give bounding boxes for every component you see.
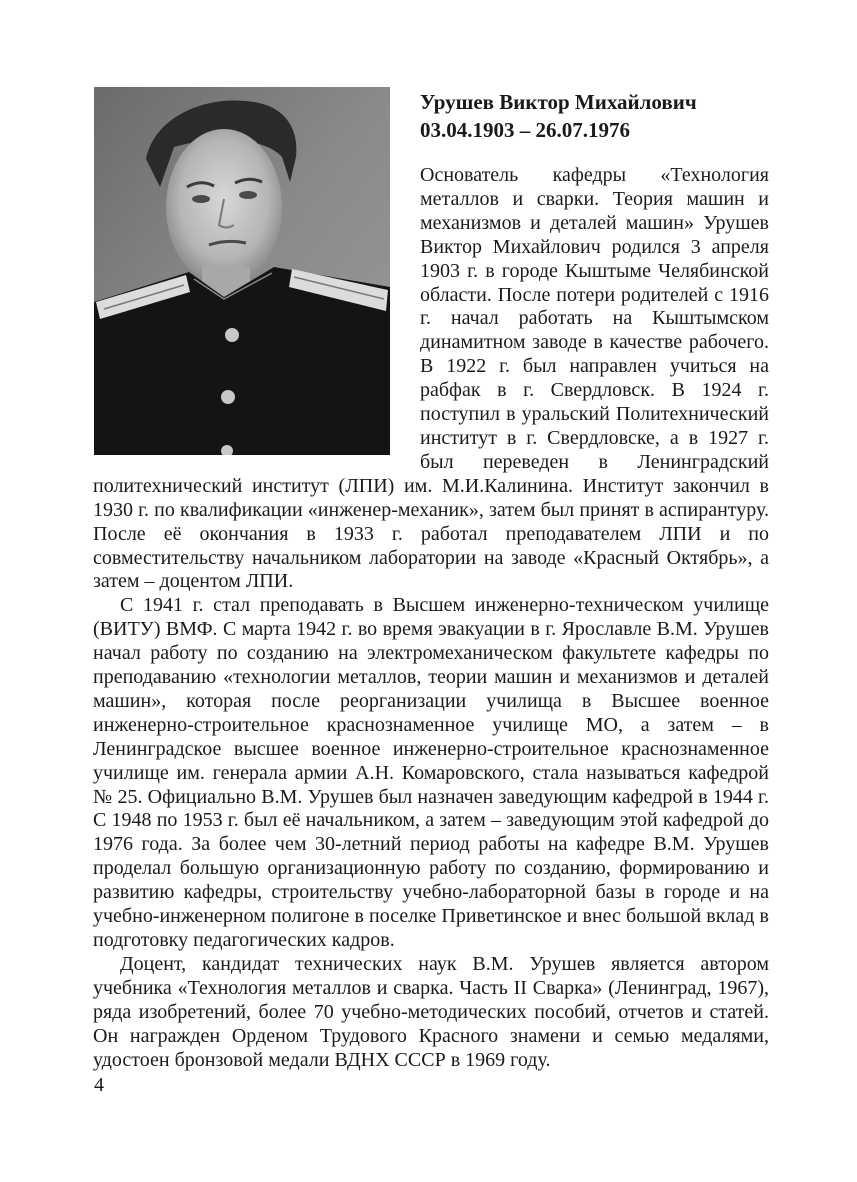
biography-header xyxy=(420,88,770,144)
life-dates: 03.04.1903 – 26.07.1976 xyxy=(420,118,630,142)
paragraph-intro: Основатель кафедры «Технология металлов и сварки. Теория машин и механизмов и деталей машин» Урушев Виктор Михайлович родился 3 апреля 1903 г. в городе Кыштыме Челябинской области. После потери родителей с 1916 г. начал работать на Кыштымском динамитном заводе в качестве рабочего. В 1922 г. был направлен учиться на рабфак в г. Свердловск. В 1924 г. поступил в уральский Политехнический институт в г. Свердловске, а в 1927 г. был переведен в Ленинградский политехнический институт (ЛПИ) им. М.И.Калинина. Институт закончил в 1930 г. по квалификации «инженер-механик», затем был принят в аспирантуру. После её окончания в 1933 г. работал преподавателем ЛПИ и по совместительству начальником лаборатории на заводе «Красный Октябрь», а затем – доцентом ЛПИ. xyxy=(93,164,769,593)
person-name: Урушев Виктор Михайлович xyxy=(420,90,697,114)
page-number: 4 xyxy=(94,1074,104,1096)
paragraph-achievements: Доцент, кандидат технических наук В.М. Урушев является автором учебника «Технология металлов и сварка. Часть II Сварка» (Ленинград, 1967), ряда изобретений, более 70 учебно-методических пособий, отчетов и статей. Он награжден Орденом Трудового Красного знамени и семью медалями, удостоен бронзовой медали ВДНХ СССР в 1969 году. xyxy=(93,952,769,1071)
paragraph-career: С 1941 г. стал преподавать в Высшем инженерно-техническом училище (ВИТУ) ВМФ. С марта 1942 г. во время эвакуации в г. Ярославле В.М. Урушев начал работу по созданию на электромеханическом факультете кафедры по преподаванию «технологии металлов, теории машин и механизмов и деталей машин», которая после реорганизации училища в Высшее военное инженерно-строительное краснознаменное училище МО, а затем – в Ленинградское высшее военное инженерно-строительное краснознаменное училище им. генерала армии А.Н. Комаровского, стала называться кафедрой № 25. Официально В.М. Урушев был назначен заведующим кафедрой в 1944 г. С 1948 по 1953 г. был её начальником, а затем – заведующим этой кафедрой до 1976 года. За более чем 30-летний период работы на кафедре В.М. Урушев проделал большую организационную работу по созданию, формированию и развитию кафедры, строительству учебно-лабораторной базы в городе и на учебно-инженерном полигоне в поселке Приветинское и внес большой вклад в подготовку педагогических кадров. xyxy=(93,594,769,951)
biography-body xyxy=(93,164,769,1072)
